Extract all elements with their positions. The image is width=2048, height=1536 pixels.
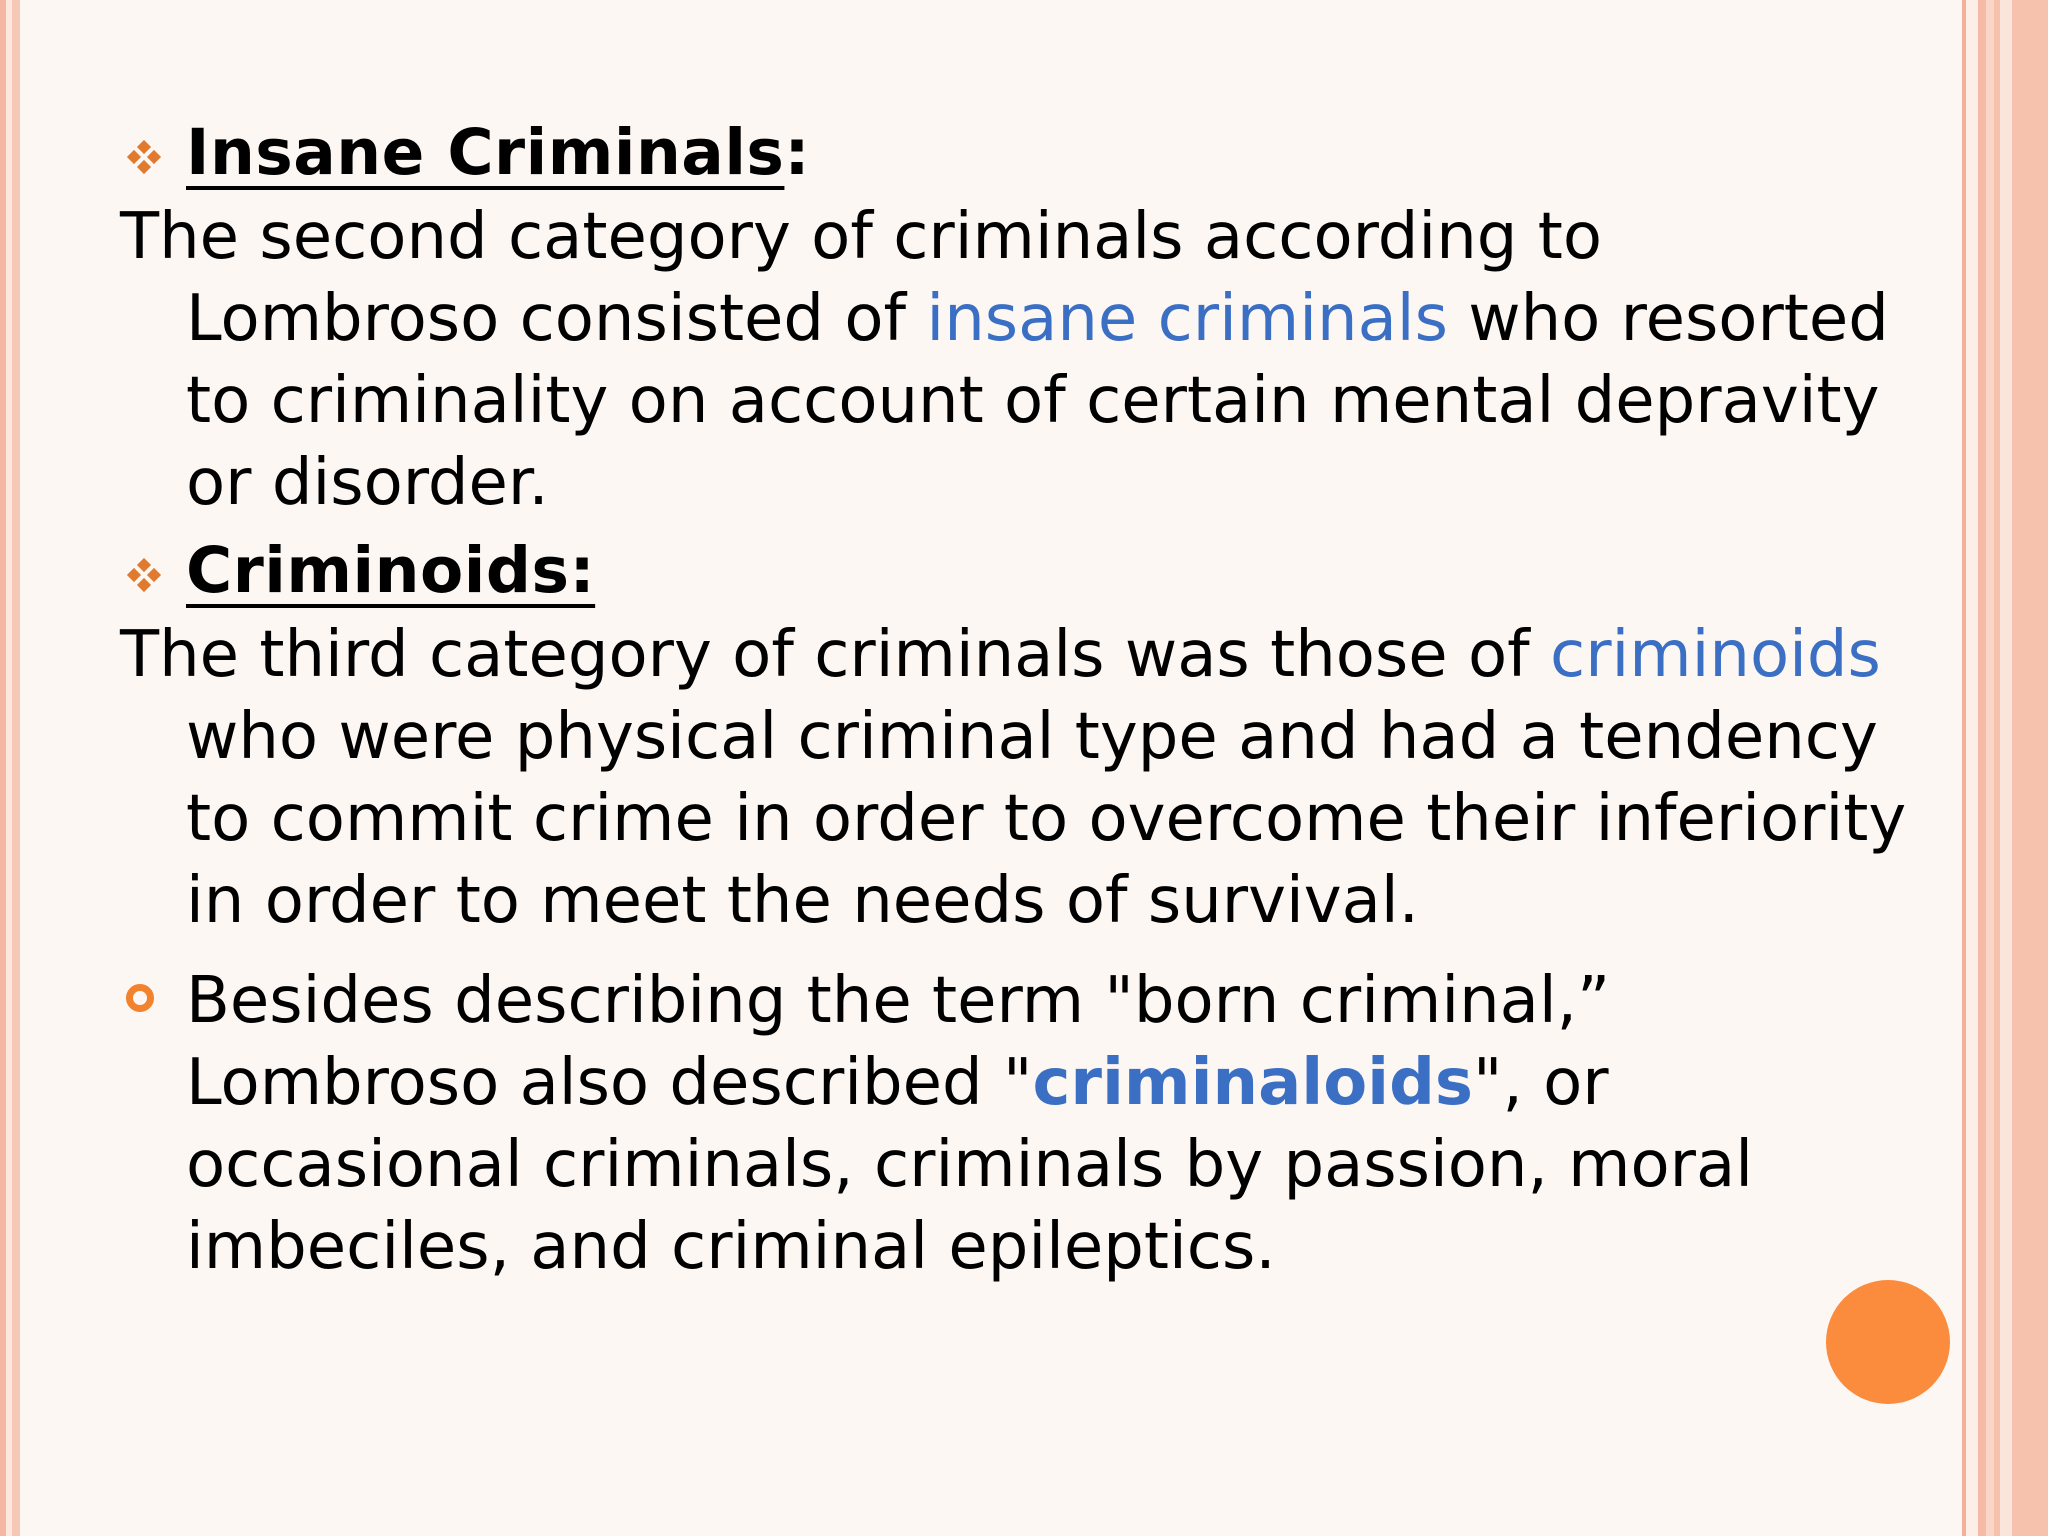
paragraph-insane-criminals [120, 196, 1920, 524]
heading-colon: : [784, 116, 811, 189]
bullet-criminaloids [120, 960, 1920, 1288]
ring-bullet-icon [126, 984, 154, 1012]
paragraph-text: who resorted to criminality on account of certain mental depravity or disorder. [186, 282, 1889, 520]
right-border-stripe [2000, 0, 2012, 1536]
highlight-criminaloids: criminaloids [1032, 1046, 1473, 1120]
section-heading-criminoids [120, 528, 1920, 614]
section-heading-insane-criminals [120, 110, 1920, 196]
diamond-bullet-icon [126, 558, 162, 594]
slide-content [120, 110, 1920, 1288]
paragraph-criminoids [120, 614, 1920, 942]
paragraph-text: The third category of criminals was those of [120, 618, 1550, 692]
heading-criminoids [186, 528, 595, 614]
highlight-insane-criminals: insane criminals [926, 282, 1448, 356]
right-border-decoration [1962, 0, 2048, 1536]
heading-text: Insane Criminals [186, 116, 785, 189]
orange-dot [1826, 1280, 1950, 1404]
diamond-bullet-icon [126, 140, 162, 176]
highlight-criminoids: criminoids [1550, 618, 1881, 692]
heading-insane-criminals [186, 110, 810, 196]
paragraph-text: who were physical criminal type and had a tendency to commit crime in order to overcome their inferiority in order to meet the needs of survival. [186, 700, 1907, 938]
paragraph-text: The second category of criminals according to Lombroso consisted of [120, 200, 1602, 356]
heading-text: Criminoids: [186, 534, 596, 607]
left-border-decoration [0, 0, 20, 1536]
bullet-text: ", or occasional criminals, criminals by passion, moral imbeciles, and criminal epileptics. [186, 1046, 1753, 1284]
bullet-text: Besides describing the term "born criminal,” Lombroso also described " [186, 964, 1611, 1120]
